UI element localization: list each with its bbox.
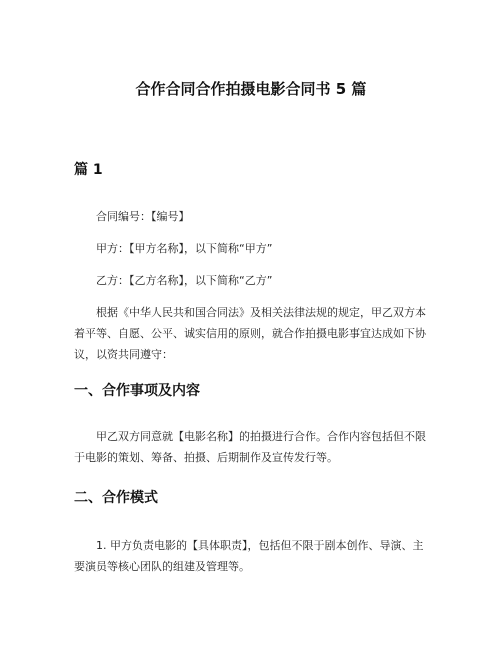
document-title: 合作合同合作拍摄电影合同书 5 篇 bbox=[135, 80, 367, 98]
section-body-cooperation-items: 甲乙双方同意就【电影名称】的拍摄进行合作。合作内容包括但不限于电影的策划、筹备、拍摄、后期制作及宣传发行等。 bbox=[74, 430, 426, 464]
party-b-line: 乙方：【乙方名称】，以下简称“乙方” bbox=[96, 274, 273, 287]
party-a-line: 甲方：【甲方名称】，以下简称“甲方” bbox=[96, 242, 273, 255]
part-heading: 篇 1 bbox=[74, 162, 103, 178]
contract-number-line: 合同编号：【编号】 bbox=[96, 210, 190, 223]
preamble-paragraph: 根据《中华人民共和国合同法》及相关法律法规的规定，甲乙双方本着平等、自愿、公平、诚实信用的原则，就合作拍摄电影事宜达成如下协议，以资共同遵守： bbox=[74, 306, 426, 361]
section-heading-cooperation-items: 一、合作事项及内容 bbox=[74, 383, 200, 399]
section-body-cooperation-mode: 1. 甲方负责电影的【具体职责】，包括但不限于剧本创作、导演、主要演员等核心团队的组建及管理等。 bbox=[74, 539, 424, 573]
section-heading-cooperation-mode: 二、合作模式 bbox=[74, 490, 158, 506]
